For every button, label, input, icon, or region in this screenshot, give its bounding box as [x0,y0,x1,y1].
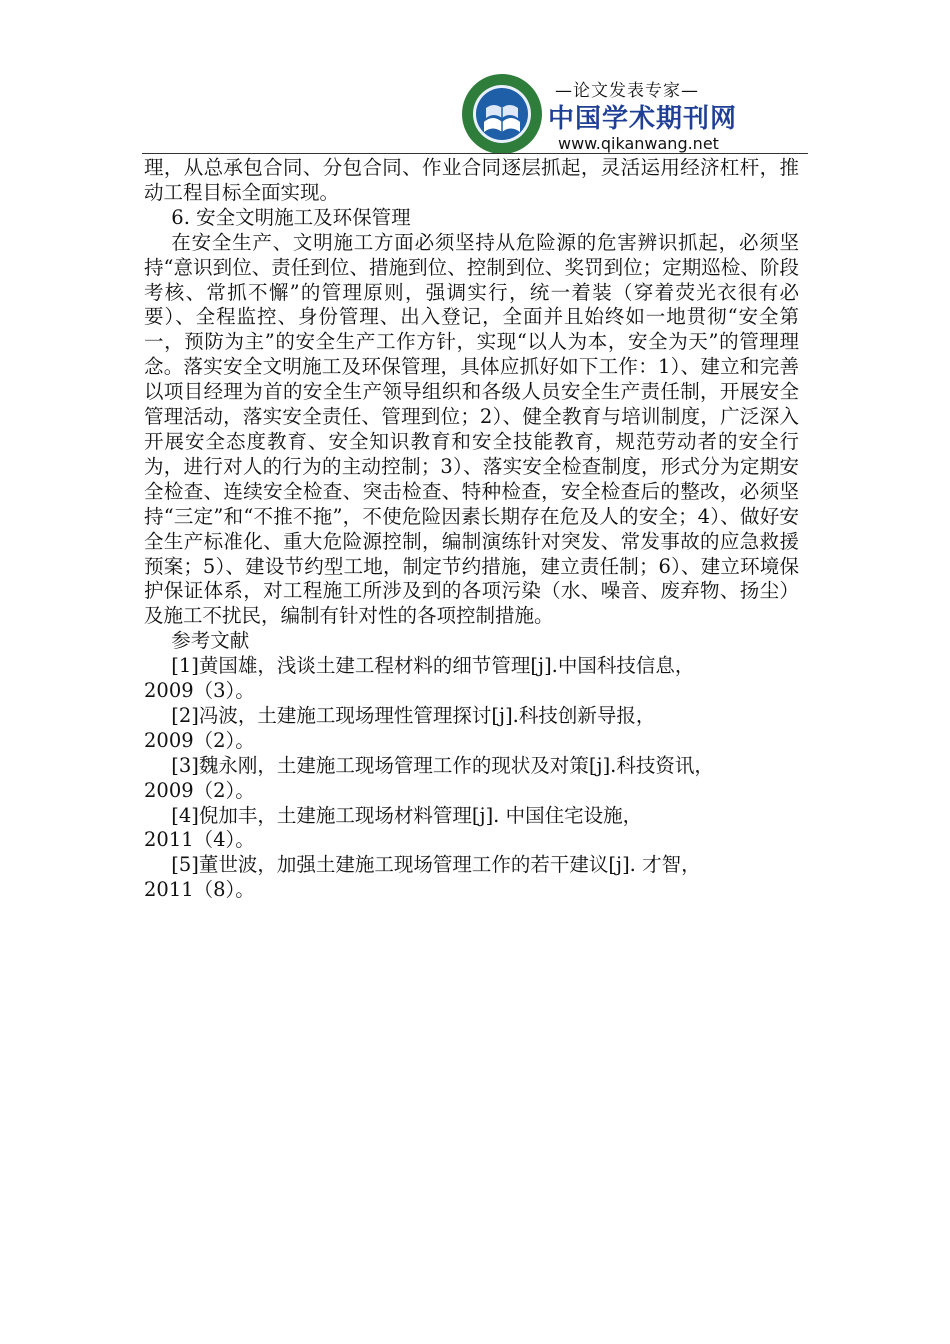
paragraph-continuation: 理，从总承包合同、分包合同、作业合同逐层抓起，灵活运用经济杠杆，推动工程目标全面实现。 [144,156,799,204]
header-divider [142,153,808,154]
reference-item: [4]倪加丰，土建施工现场材料管理[j]. 中国住宅设施， 2011（4）。 [144,803,643,852]
header-site-url[interactable]: www.qikanwang.net [558,134,719,153]
section-heading: 6. 安全文明施工及环保管理 [171,205,411,229]
header-slogan: —论文发表专家— [555,81,699,101]
references-title: 参考文献 [171,629,250,653]
reference-item: [1]黄国雄，浅谈土建工程材料的细节管理[j].中国科技信息， 2009（3）。 [144,654,695,703]
paragraph-safety-management: 在安全生产、文明施工方面必须坚持从危险源的危害辨识抓起，必须坚持“意识到位、责任到位、措施到位、控制到位、奖罚到位；定期巡检、阶段考核、常抓不懈”的管理原则，强调实行，统一着装（穿着荧光衣很有必要）、全程监控、身份管理、出入登记，全面并且始终如一地贯彻“安全第一，预防为主”的安全生产工作方针，实现“以人为本，安全为天”的管理理念。落实安全文明施工及环保管理，具体应抓好如下工作：1）、建立和完善以项目经理为首的安全生产领导组织和各级人员安全生产责任制，开展安全管理活动，落实安全责任、管理到位；2）、健全教育与培训制度，广泛深入开展安全态度教育、安全知识教育和安全技能教育，规范劳动者的安全行为，进行对人的行为的主动控制；3）、落实安全检查制度，形式分为定期安全检查、连续安全检查、突击检查、特种检查，安全检查后的整改，必须坚持“三定”和“不推不拖”，不使危险因素长期存在危及人的安全；4）、做好安全生产标准化、重大危险源控制，编制演练针对突发、常发事故的应急救援预案；5）、建设节约型工地，制定节约措施，建立责任制；6）、建立环境保护保证体系，对工程施工所涉及到的各项污染（水、噪音、废弃物、扬尘）及施工不扰民，编制有针对性的各项控制措施。 [144,230,799,628]
header-site-name: 中国学术期刊网 [548,104,738,134]
site-header [460,72,760,156]
qikanwang-logo-icon [460,72,544,156]
reference-item: [2]冯波，土建施工现场理性管理探讨[j].科技创新导报， 2009（2）。 [144,703,656,752]
reference-item: [3]魏永刚，土建施工现场管理工作的现状及对策[j].科技资讯， 2009（2）。 [144,753,714,802]
document-body [144,156,799,903]
reference-item: [5]董世波，加强土建施工现场管理工作的若干建议[j]. 才智， 2011（8）。 [144,853,701,902]
